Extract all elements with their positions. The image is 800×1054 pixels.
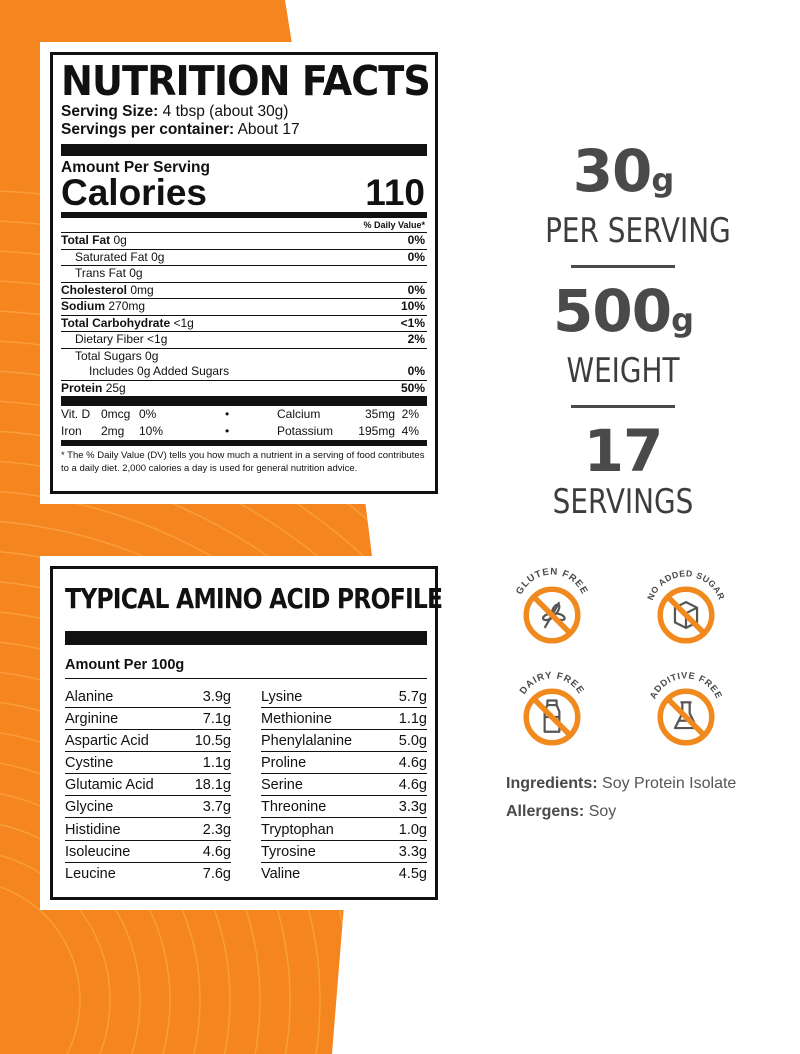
vitamin-row-vitd-calcium: Vit. D 0mcg 0% • Calcium 35mg 2% (61, 407, 419, 421)
ingredients-label: Ingredients: (506, 775, 598, 792)
amino-acid-value: 1.0g (398, 821, 427, 838)
amino-acid-value: 4.6g (398, 777, 427, 794)
amino-acid-name: Leucine (65, 865, 116, 882)
amino-acid-value: 7.6g (202, 865, 231, 882)
amino-acid-name: Alanine (65, 689, 114, 705)
calories-value: 110 (365, 172, 425, 213)
stat-label: PER SERVING (545, 211, 731, 251)
nutrient-row-saturated-fat: Saturated Fat 0g 0% (61, 250, 427, 267)
amino-acid-row (65, 820, 231, 841)
amino-acid-value: 3.3g (398, 843, 427, 860)
calories-label: Calories (61, 172, 208, 213)
amino-acid-row (261, 775, 427, 796)
amino-acid-table (65, 687, 427, 885)
nutrient-row-protein: Protein 25g 50% (61, 380, 425, 395)
nutrition-facts-title: NUTRITION FACTS (61, 57, 430, 105)
vitamin-row-iron-potassium: Iron 2mg 10% • Potassium 195mg 4% (61, 424, 419, 438)
amino-acid-column-left (65, 687, 231, 885)
daily-value-footnote: * The % Daily Value (DV) tells you how much a nutrient in a serving of food contributes to a daily diet. 2,000 calories a day is used for general nutrition advice. (61, 440, 427, 475)
amount-per-serving: Amount Per Serving (61, 159, 210, 176)
amino-acid-row (65, 731, 231, 752)
svg-text:GLUTEN FREE: GLUTEN FREE (514, 566, 590, 597)
amino-acid-value: 5.7g (398, 689, 427, 705)
amino-acid-name: Lysine (261, 689, 303, 705)
amino-acid-row (65, 687, 231, 708)
stat-value: 17 (583, 417, 663, 485)
stat-value: 30 (572, 137, 652, 205)
amino-acid-name: Isoleucine (65, 843, 131, 860)
calories-row (61, 172, 427, 218)
stat-divider (571, 265, 675, 268)
stat-unit: g (671, 301, 693, 339)
allergens-label: Allergens: (506, 803, 585, 820)
amino-acid-value: 3.9g (202, 689, 231, 705)
svg-text:ADDITIVE FREE: ADDITIVE FREE (647, 670, 725, 701)
amino-acid-row (261, 797, 427, 818)
amino-acid-name: Histidine (65, 821, 121, 838)
daily-value-header: % Daily Value* (61, 218, 427, 233)
dairy-free-badge (506, 660, 598, 752)
thick-divider (61, 144, 427, 156)
amino-acid-value: 2.3g (202, 821, 231, 838)
amino-acid-border (50, 566, 443, 900)
amino-acid-column-right (261, 687, 427, 885)
nutrient-row-total-fat: Total Fat 0g 0% (61, 233, 427, 250)
nutrient-row-trans-fat: Trans Fat 0g (61, 266, 427, 283)
nutrition-facts-border (50, 52, 438, 494)
allergens-line (506, 798, 736, 826)
allergens-value: Soy (588, 803, 617, 820)
ingredients-line (506, 770, 736, 798)
amino-acid-row (65, 709, 231, 730)
amino-acid-row (261, 709, 427, 730)
nutrient-row-total-carbohydrate: Total Carbohydrate <1g <1% (61, 316, 427, 333)
ingredients-value: Soy Protein Isolate (602, 775, 737, 792)
nutrient-row-cholesterol: Cholesterol 0mg 0% (61, 283, 427, 300)
nutrient-row-added-sugars: Includes 0g Added Sugars 0% (61, 364, 427, 381)
amino-acid-value: 1.1g (398, 711, 427, 728)
amino-acid-row (65, 842, 231, 863)
amino-acid-name: Methionine (261, 711, 332, 728)
amino-acid-row (261, 864, 427, 884)
nutrient-row-sodium: Sodium 270mg 10% (61, 299, 427, 316)
stat-servings (528, 417, 718, 522)
amino-acid-name: Serine (261, 777, 303, 794)
ingredients-info (506, 770, 736, 826)
amino-acid-name: Threonine (261, 799, 327, 816)
stat-weight (528, 277, 718, 391)
nutrient-row-dietary-fiber: Dietary Fiber <1g 2% (61, 332, 427, 349)
stat-label: SERVINGS (552, 482, 694, 522)
amino-acid-row (261, 753, 427, 774)
amino-acid-value: 5.0g (398, 733, 427, 750)
stat-unit: g (651, 161, 674, 199)
amino-acid-name: Proline (261, 755, 307, 772)
stat-divider (571, 405, 675, 408)
amino-acid-name: Tyrosine (261, 843, 316, 860)
amino-acid-row (261, 731, 427, 752)
nutrition-facts-panel (40, 42, 448, 504)
amino-acid-value: 10.5g (194, 733, 231, 750)
servings-per-container: Servings per container: About 17 (61, 121, 300, 138)
svg-text:NO ADDED SUGAR: NO ADDED SUGAR (645, 568, 727, 602)
amino-acid-name: Valine (261, 865, 301, 882)
amino-acid-value: 18.1g (194, 777, 231, 794)
amino-acid-name: Cystine (65, 755, 114, 772)
protein-divider (61, 396, 427, 406)
amino-acid-name: Glutamic Acid (65, 777, 154, 794)
amino-acid-panel (40, 556, 448, 910)
amino-acid-value: 4.6g (202, 843, 231, 860)
amino-acid-value: 3.3g (398, 799, 427, 816)
amino-acid-row (65, 797, 231, 818)
amino-acid-row (65, 775, 231, 796)
amino-acid-value: 3.7g (202, 799, 231, 816)
svg-text:DAIRY FREE: DAIRY FREE (517, 670, 587, 697)
stat-value: 500 (553, 277, 672, 345)
amino-divider (65, 631, 427, 645)
amino-acid-name: Glycine (65, 799, 114, 816)
amino-acid-row (65, 864, 231, 884)
amino-acid-value: 1.1g (202, 755, 231, 772)
amino-acid-row (65, 753, 231, 774)
amino-acid-value: 7.1g (202, 711, 231, 728)
serving-size: Serving Size: 4 tbsp (about 30g) (61, 103, 289, 120)
stat-label: WEIGHT (566, 351, 680, 391)
amino-acid-row (261, 687, 427, 708)
amino-acid-name: Tryptophan (261, 821, 334, 838)
amino-acid-row (261, 842, 427, 863)
amino-acid-row (261, 820, 427, 841)
amount-per-100g: Amount Per 100g (65, 655, 427, 679)
amino-acid-title: TYPICAL AMINO ACID PROFILE (65, 582, 443, 615)
additive-free-badge (640, 660, 732, 752)
amino-acid-value: 4.5g (398, 865, 427, 882)
amino-acid-name: Arginine (65, 711, 119, 728)
no-added-sugar-badge (640, 558, 732, 650)
gluten-free-badge (506, 558, 598, 650)
amino-acid-value: 4.6g (398, 755, 427, 772)
amino-acid-name: Aspartic Acid (65, 733, 149, 750)
stat-per-serving (528, 137, 731, 251)
product-stats (528, 137, 731, 522)
nutrient-row-total-sugars: Total Sugars 0g (75, 348, 159, 363)
amino-acid-name: Phenylalanine (261, 733, 353, 750)
